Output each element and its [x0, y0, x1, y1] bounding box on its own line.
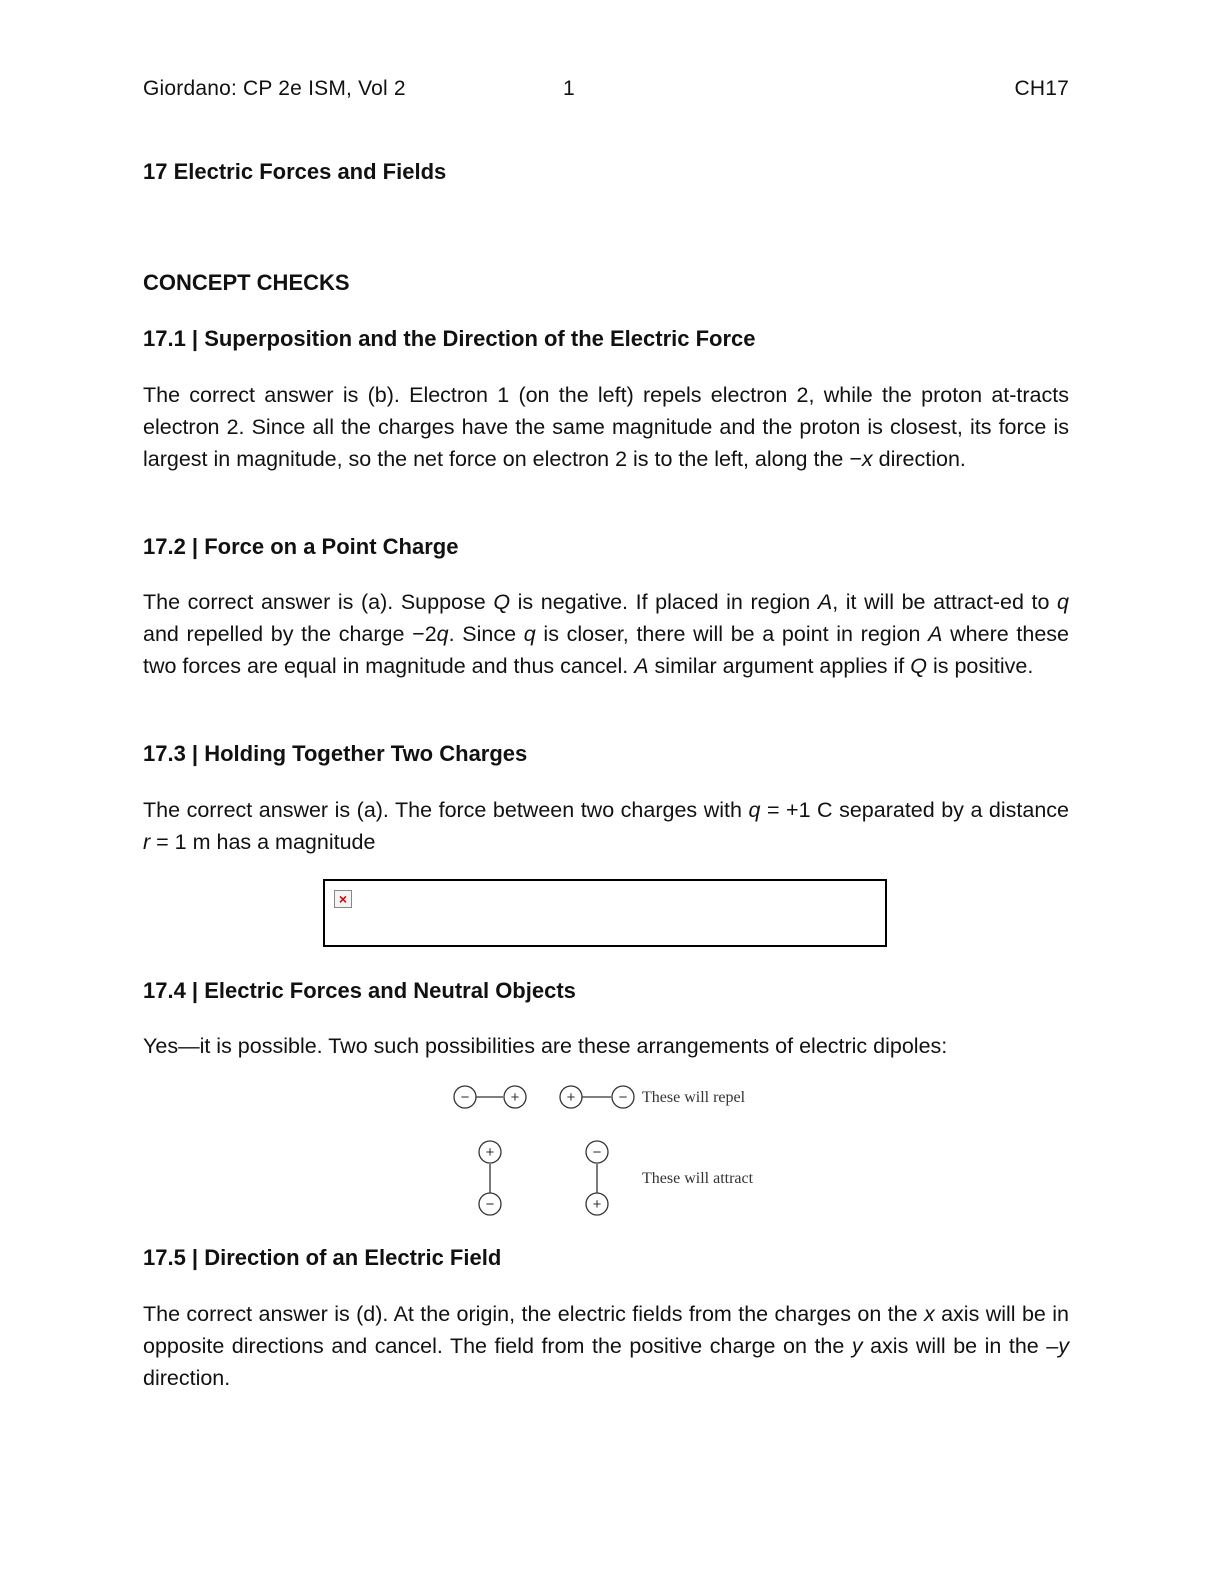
variable-q: q: [436, 622, 449, 646]
text-run: direction.: [872, 447, 966, 471]
variable-q: q: [1057, 590, 1069, 614]
repel-label: These will repel: [642, 1089, 746, 1106]
minus-sign: −: [485, 1196, 495, 1213]
plus-sign: +: [566, 1089, 576, 1106]
section-17-2-text: [143, 586, 1069, 682]
variable-A: A: [817, 590, 833, 614]
text-run: The correct answer is (b). Electron 1 (on the left) repels electron 2, while the proton at-tracts electron 2. Since all the charges have the same magnitude and the proton is closest, its force is largest in magnitude, so the net force on electron 2 is to the left, along the −: [143, 383, 1069, 471]
concept-checks-heading: CONCEPT CHECKS: [143, 270, 350, 295]
text-run: The correct answer is (d). At the origin, the electric fields from the charges on the: [143, 1302, 924, 1326]
text-run: similar argument applies if: [648, 654, 911, 678]
variable-r: r: [143, 830, 151, 854]
variable-x: x: [923, 1302, 935, 1326]
text-run: The correct answer is (a). Suppose: [143, 590, 494, 614]
minus-sign: −: [618, 1089, 628, 1106]
section-17-1-text: [143, 379, 1069, 475]
header-book-title: Giordano: CP 2e ISM, Vol 2: [143, 77, 406, 100]
text-run: . Since: [448, 622, 524, 646]
variable-Q: Q: [910, 654, 927, 678]
variable-Q: Q: [493, 590, 511, 614]
section-17-1-title: 17.1 | Superposition and the Direction of the Electric Force: [143, 326, 756, 351]
header-chapter-code: CH17: [1014, 77, 1069, 100]
header-page-number: 1: [563, 77, 575, 100]
variable-q: q: [523, 622, 536, 646]
variable-A: A: [634, 654, 649, 678]
variable-q: q: [748, 798, 761, 822]
variable-y: y: [1058, 1334, 1069, 1358]
broken-image-icon: ×: [334, 890, 352, 908]
text-run: is negative. If placed in region: [510, 590, 818, 614]
text-run: where these two forces are equal in magnitude and thus cancel.: [143, 622, 1069, 678]
text-run: is closer, there will be a point in region: [535, 622, 929, 646]
section-17-4-title: 17.4 | Electric Forces and Neutral Objects: [143, 978, 576, 1003]
text-run: The correct answer is (a). The force between two charges with: [143, 798, 749, 822]
text-run: , it will be attract-ed to: [832, 590, 1058, 614]
attract-label: These will attract: [642, 1170, 754, 1187]
section-17-5-title: 17.5 | Direction of an Electric Field: [143, 1245, 502, 1270]
text-run: axis will be in the –: [862, 1334, 1059, 1358]
variable-y: y: [851, 1334, 863, 1358]
text-run: is positive.: [926, 654, 1034, 678]
text-run: = 1 m has a magnitude: [150, 830, 376, 854]
minus-sign: −: [592, 1144, 602, 1161]
plus-sign: +: [592, 1196, 602, 1213]
equation-image-placeholder: [323, 879, 887, 947]
variable-A: A: [928, 622, 943, 646]
section-17-3-title: 17.3 | Holding Together Two Charges: [143, 741, 528, 766]
text-run: = +1 C separated by a distance: [760, 798, 1069, 822]
section-17-3-text: [143, 794, 1069, 858]
text-run: Yes—it is possible. Two such possibilities are these arrangements of electric dipoles:: [143, 1034, 948, 1058]
text-run: and repelled by the charge −2: [143, 622, 437, 646]
section-17-4-text: [143, 1030, 1069, 1062]
section-17-5-text: [143, 1298, 1069, 1394]
text-run: direction.: [143, 1366, 231, 1390]
plus-sign: +: [510, 1089, 520, 1106]
chapter-title: 17 Electric Forces and Fields: [143, 159, 447, 184]
plus-sign: +: [485, 1144, 495, 1161]
variable-x: x: [861, 447, 873, 471]
text-run: axis will be in opposite directions and cancel. The field from the positive charge on the: [143, 1302, 1069, 1358]
minus-sign: −: [460, 1089, 470, 1106]
dipole-arrangements-figure: [440, 1080, 780, 1220]
section-17-2-title: 17.2 | Force on a Point Charge: [143, 534, 459, 559]
